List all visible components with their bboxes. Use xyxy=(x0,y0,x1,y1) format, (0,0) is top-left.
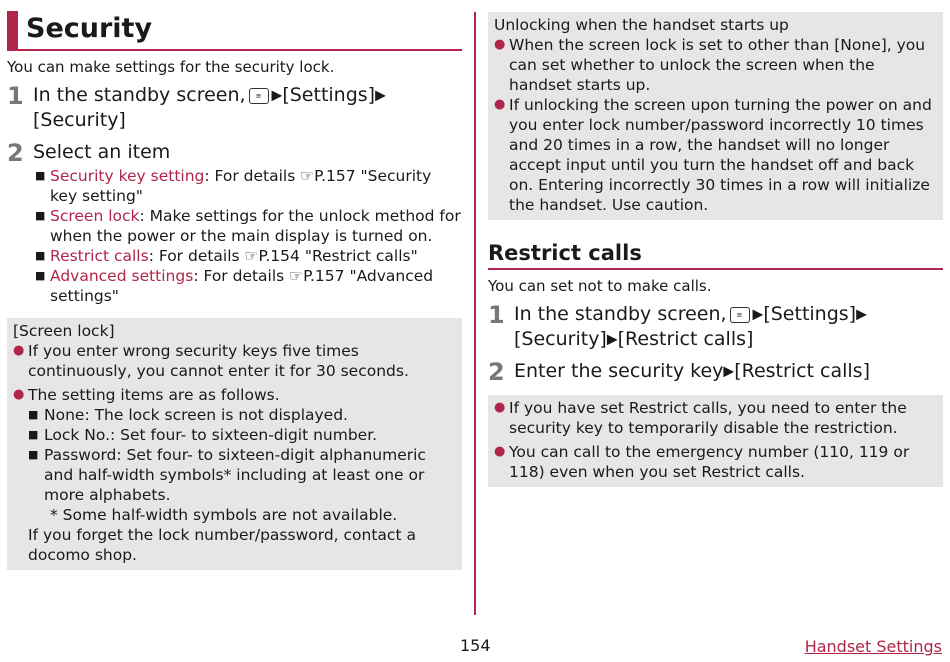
security-step-1 xyxy=(7,83,462,132)
bullet-dot-icon: ● xyxy=(494,97,506,112)
page-number: 154 xyxy=(460,636,491,655)
arrow-icon: ▶ xyxy=(752,306,764,323)
square-bullet-icon: ■ xyxy=(28,407,39,421)
menu-key-icon: ≡ xyxy=(730,307,750,323)
bullet-dot-icon: ● xyxy=(13,342,25,358)
step-text: In the standby screen, xyxy=(33,84,246,106)
restrict-calls-label: [Restrict calls] xyxy=(734,360,870,382)
arrow-icon: ▶ xyxy=(375,87,386,104)
menu-key-icon: ≡ xyxy=(249,88,269,104)
note-tail: If you forget the lock number/password, contact a docomo shop. xyxy=(28,525,416,564)
restrict-step-2 xyxy=(488,359,943,385)
handset-settings-link[interactable]: Handset Settings xyxy=(804,637,942,656)
security-label: [Security] xyxy=(33,108,126,131)
security-lead: You can make settings for the security lock. xyxy=(7,58,335,76)
bullet-dot-icon: ● xyxy=(494,400,506,415)
step-number: 1 xyxy=(488,301,505,329)
column-divider xyxy=(474,12,476,615)
square-bullet-icon: ■ xyxy=(35,248,46,262)
footnote: * Some half-width symbols are not available. xyxy=(50,505,398,524)
step-text: Select an item xyxy=(33,140,171,163)
settings-label: [Settings] xyxy=(763,303,857,325)
settings-label: [Settings] xyxy=(282,84,376,106)
advanced-settings-link[interactable]: Advanced settings xyxy=(50,266,194,285)
left-column xyxy=(7,0,462,570)
note-title: Unlocking when the handset starts up xyxy=(494,16,789,34)
square-bullet-icon: ■ xyxy=(35,208,46,222)
security-key-setting-link[interactable]: Security key setting xyxy=(50,166,205,185)
arrow-icon: ▶ xyxy=(723,363,735,380)
item-screen-lock: ■ Screen lock: Make settings for the unlock method for when the power or the main display is turned on. xyxy=(35,206,461,245)
item-advanced: ■ Advanced settings: For details ☞P.157 "Advanced settings" xyxy=(35,266,434,305)
screen-lock-link[interactable]: Screen lock xyxy=(50,206,140,225)
restrict-calls-note: ● If you have set Restrict calls, you need to enter the security key to temporarily disable the restriction. ● You can call to the emergency number (110, 119 or 118) even when you set Restrict calls. xyxy=(488,395,943,487)
step-number: 1 xyxy=(7,82,24,110)
square-bullet-icon: ■ xyxy=(28,447,39,461)
step-text: Enter the security key xyxy=(514,360,724,382)
bullet-dot-icon: ● xyxy=(494,37,506,52)
unlocking-note: Unlocking when the handset starts up ● When the screen lock is set to other than [None], you can set whether to unlock the screen when the handset starts up. ● If unlocking the screen upon turning the power on and you enter lock number/password incorrectly 10 times and 20 times in a row, the handset will no longer accept input until you turn the handset off and back on. Entering incorrectly 30 times in a row will initialize the handset. Use caution. xyxy=(488,12,943,220)
right-column xyxy=(488,12,943,487)
heading-accent-bar xyxy=(7,11,18,49)
arrow-icon: ▶ xyxy=(606,331,618,347)
item-security-key: ■ Security key setting: For details ☞P.157 "Security key setting" xyxy=(35,166,432,205)
note-title: [Screen lock] xyxy=(13,321,115,340)
restrict-calls-link[interactable]: Restrict calls xyxy=(50,246,149,265)
bullet-dot-icon: ● xyxy=(13,386,25,402)
restrict-calls-label: [Restrict calls] xyxy=(617,327,754,350)
screen-lock-note: [Screen lock] ● If you enter wrong security keys five times continuously, you cannot enter it for 30 seconds. ● The setting items are as follows. ■ None: The lock screen is not displayed. ■ Lock No.: Set four- to sixteen-digit number. ■ Password: Set four- to sixteen-digit alphanumeric and half-width symbols* including at least one or more alphabets. * Some half-width symbols are not available. If you forget the lock number/password, contact a docomo shop. xyxy=(7,318,462,570)
step-text: In the standby screen, xyxy=(514,303,727,325)
security-label: [Security] xyxy=(514,327,607,350)
restrict-calls-lead: You can set not to make calls. xyxy=(488,277,712,295)
arrow-icon: ▶ xyxy=(856,306,867,323)
security-step-2 xyxy=(7,140,462,166)
arrow-icon: ▶ xyxy=(271,87,283,104)
restrict-step-1 xyxy=(488,302,943,351)
square-bullet-icon: ■ xyxy=(35,168,46,182)
square-bullet-icon: ■ xyxy=(35,268,46,282)
security-heading-text: Security xyxy=(26,13,153,44)
item-restrict-calls: ■ Restrict calls: For details ☞P.154 "Restrict calls" xyxy=(35,246,418,265)
security-heading xyxy=(7,11,462,51)
restrict-calls-heading: Restrict calls xyxy=(488,238,943,270)
square-bullet-icon: ■ xyxy=(28,427,39,441)
bullet-dot-icon: ● xyxy=(494,444,506,459)
step-number: 2 xyxy=(7,138,24,167)
step-number: 2 xyxy=(488,358,505,386)
